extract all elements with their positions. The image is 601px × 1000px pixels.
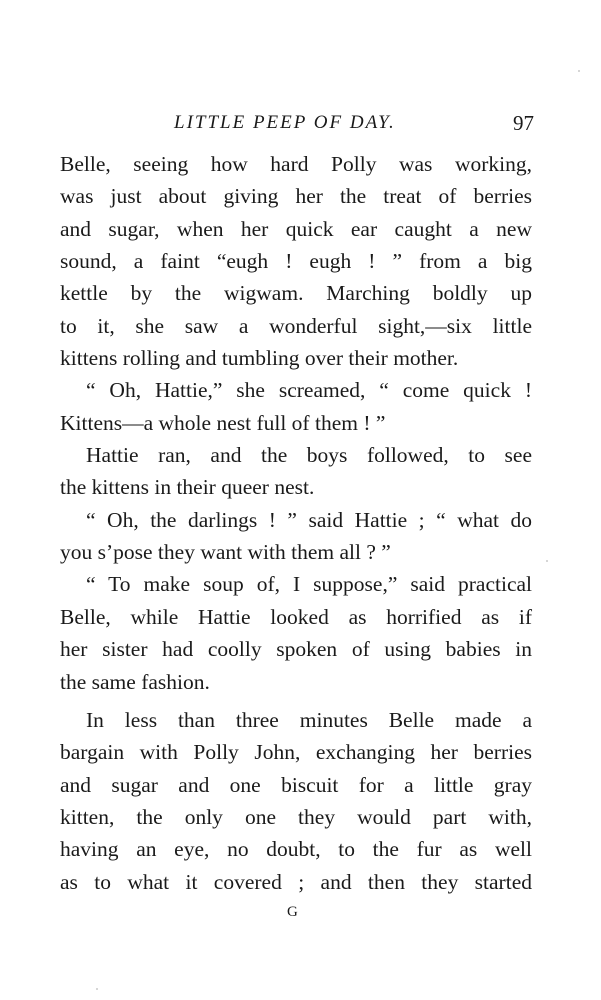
text-line: was just about giving her the treat of berries [60, 184, 532, 209]
running-title: LITTLE PEEP OF DAY. [174, 112, 396, 133]
text-line: Hattie ran, and the boys followed, to see [86, 443, 532, 468]
text-line: you s’pose they want with them all ? ” [60, 540, 391, 565]
text-line: Belle, while Hattie looked as horrified as if [60, 604, 532, 629]
text-line: kitten, the only one they would part with, [60, 804, 532, 829]
text-line: kettle by the wigwam. Marching boldly up [60, 281, 532, 306]
text-line: her sister had coolly spoken of using babies in [60, 637, 532, 662]
text-line: and sugar and one biscuit for a little gray [60, 772, 532, 797]
running-head [60, 112, 536, 142]
text-line: as to what it covered ; and then they started [60, 869, 532, 894]
paper-speck [578, 70, 580, 72]
text-line: having an eye, no doubt, to the fur as well [60, 837, 532, 862]
text-line: “ Oh, the darlings ! ” said Hattie ; “ what do [86, 507, 532, 532]
text-line: the kittens in their queer nest. [60, 475, 315, 500]
text-line: the same fashion. [60, 669, 210, 694]
text-line: Belle, seeing how hard Polly was working, [60, 152, 532, 176]
body-text [60, 148, 532, 898]
paper-speck [546, 560, 548, 562]
text-line: “ To make soup of, I suppose,” said practical [86, 572, 532, 597]
text-line: to it, she saw a wonderful sight,—six little [60, 313, 532, 338]
signature-mark: G [287, 904, 298, 920]
paper-speck [96, 988, 98, 990]
page-number: 97 [513, 111, 534, 135]
text-line: Kittens—a whole nest full of them ! ” [60, 410, 386, 435]
text-line: sound, a faint “eugh ! eugh ! ” from a big [60, 249, 532, 274]
text-line: In less than three minutes Belle made a [86, 707, 532, 732]
text-line: kittens rolling and tumbling over their mother. [60, 346, 459, 371]
text-line: and sugar, when her quick ear caught a new [60, 216, 532, 241]
text-line: bargain with Polly John, exchanging her berries [60, 740, 532, 765]
text-line: “ Oh, Hattie,” she screamed, “ come quick ! [86, 378, 532, 403]
